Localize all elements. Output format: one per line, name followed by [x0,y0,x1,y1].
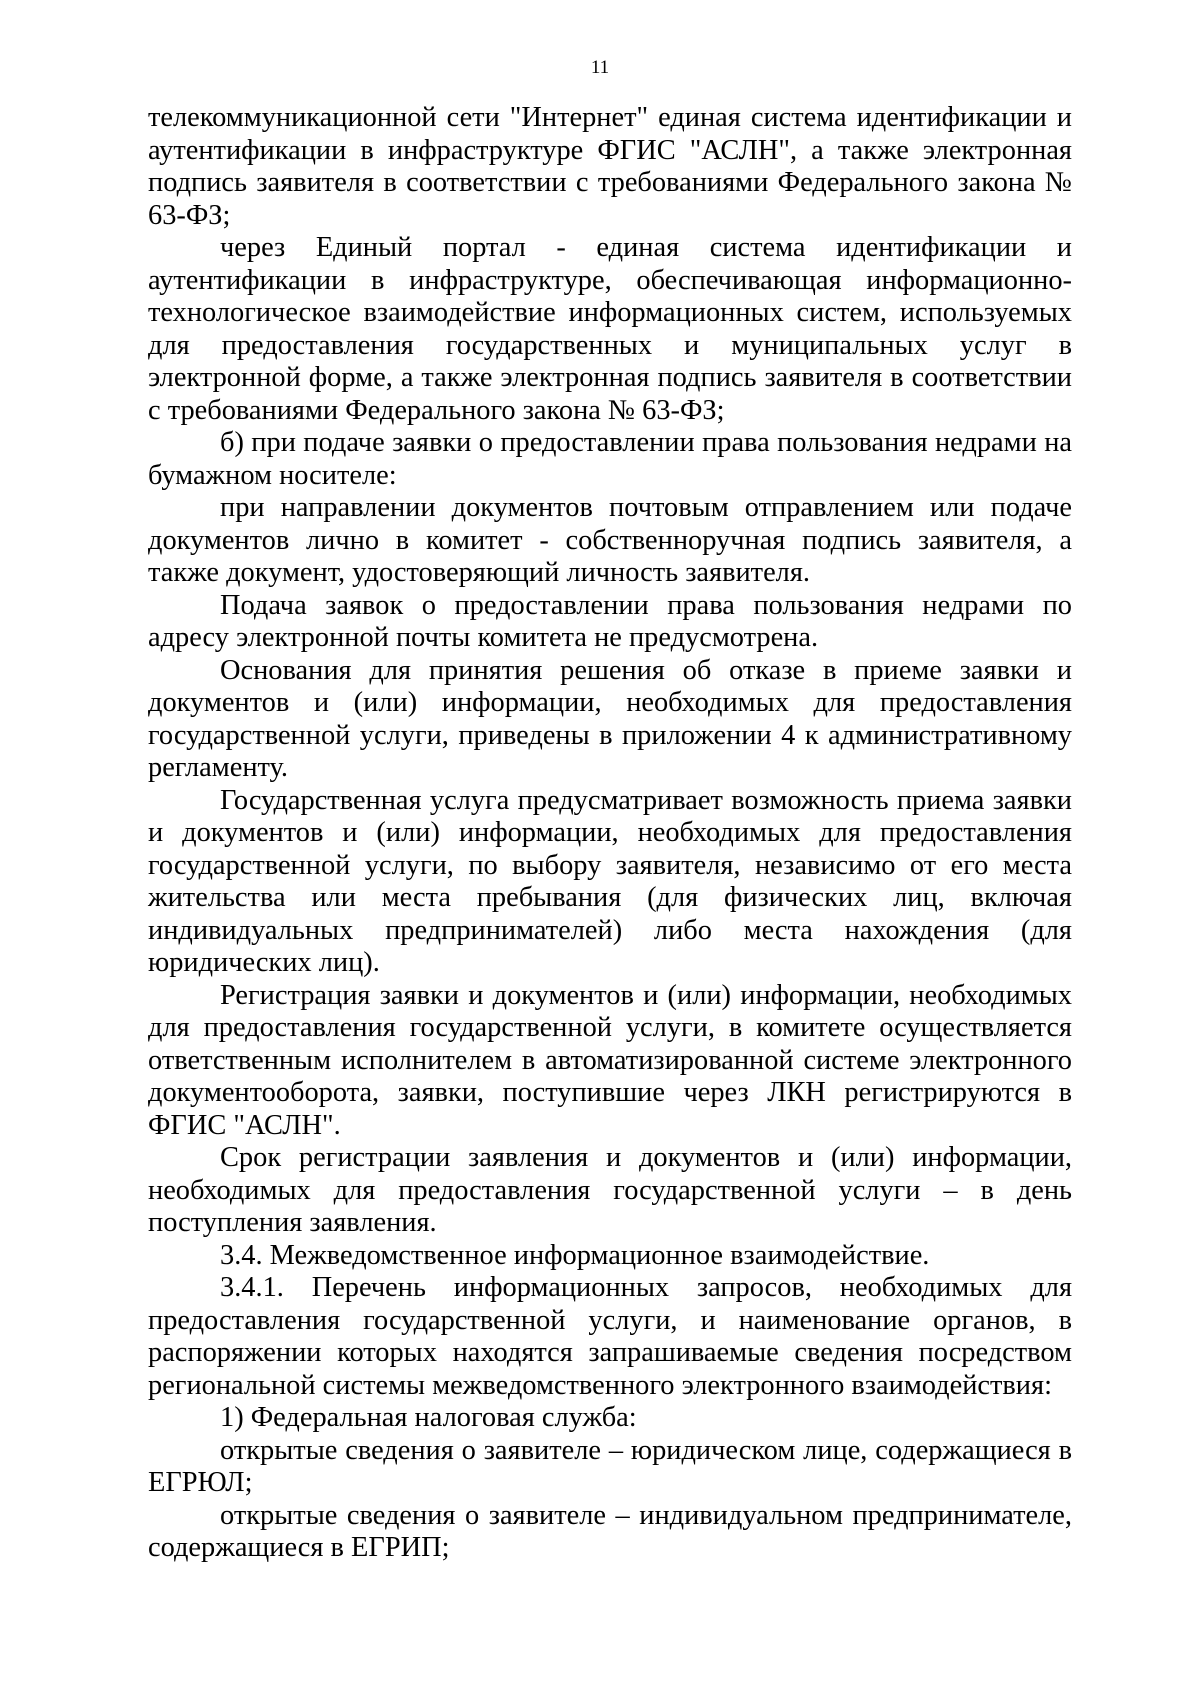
paragraph: Срок регистрации заявления и документов и (или) информации, необходимых для предоставления государственной услуги – в день поступления заявления. [148,1142,1072,1238]
paragraph: Регистрация заявки и документов и (или) информации, необходимых для предоставления государственной услуги, в комитете осуществляется ответственным исполнителем в автоматизированной системе электронного документооборота, заявки, поступившие через ЛКН регистрируются в ФГИС "АСЛН". [148,979,1072,1141]
paragraph: Государственная услуга предусматривает возможность приема заявки и документов и (или) информации, необходимых для предоставления государственной услуги, по выбору заявителя, независимо от его места жительства или места пребывания (для физических лиц, включая индивидуальных предпринимателей) либо места нахождения (для юридических лиц). [148,784,1072,978]
document-body [148,102,1072,1565]
section-heading: 3.4. Межведомственное информационное взаимодействие. [220,1239,930,1271]
paragraph: при направлении документов почтовым отправлением или подаче документов лично в комитет - собственноручная подпись заявителя, а также документ, удостоверяющий личность заявителя. [148,492,1072,588]
paragraph: б) при подаче заявки о предоставлении права пользования недрами на бумажном носителе: [148,427,1072,491]
list-item: 1) Федеральная налоговая служба: [220,1402,637,1433]
paragraph: телекоммуникационной сети "Интернет" единая система идентификации и аутентификации в инфраструктуре ФГИС "АСЛН", а также электронная подпись заявителя в соответствии с требованиями Федерального закона № 63-ФЗ; [148,102,1072,231]
paragraph: открытые сведения о заявителе – юридическом лице, содержащиеся в ЕГРЮЛ; [148,1434,1072,1498]
paragraph: через Единый портал - единая система идентификации и аутентификации в инфраструктуре, обеспечивающая информационно-технологическое взаимодействие информационных систем, используемых для предоставления государственных и муниципальных услуг в электронной форме, а также электронная подпись заявителя в соответствии с требованиями Федерального закона № 63-ФЗ; [148,232,1072,426]
paragraph: 3.4.1. Перечень информационных запросов, необходимых для предоставления государственной услуги, и наименование органов, в распоряжении которых находятся запрашиваемые сведения посредством региональной системы межведомственного электронного взаимодействия: [148,1272,1072,1401]
paragraph: Основания для принятия решения об отказе в приеме заявки и документов и (или) информации, необходимых для предоставления государственной услуги, приведены в приложении 4 к административному регламенту. [148,654,1072,783]
paragraph: Подача заявок о предоставлении права пользования недрами по адресу электронной почты комитета не предусмотрена. [148,589,1072,653]
paragraph: открытые сведения о заявителе – индивидуальном предпринимателе, содержащиеся в ЕГРИП; [148,1499,1072,1563]
page-number: 11 [590,57,610,78]
